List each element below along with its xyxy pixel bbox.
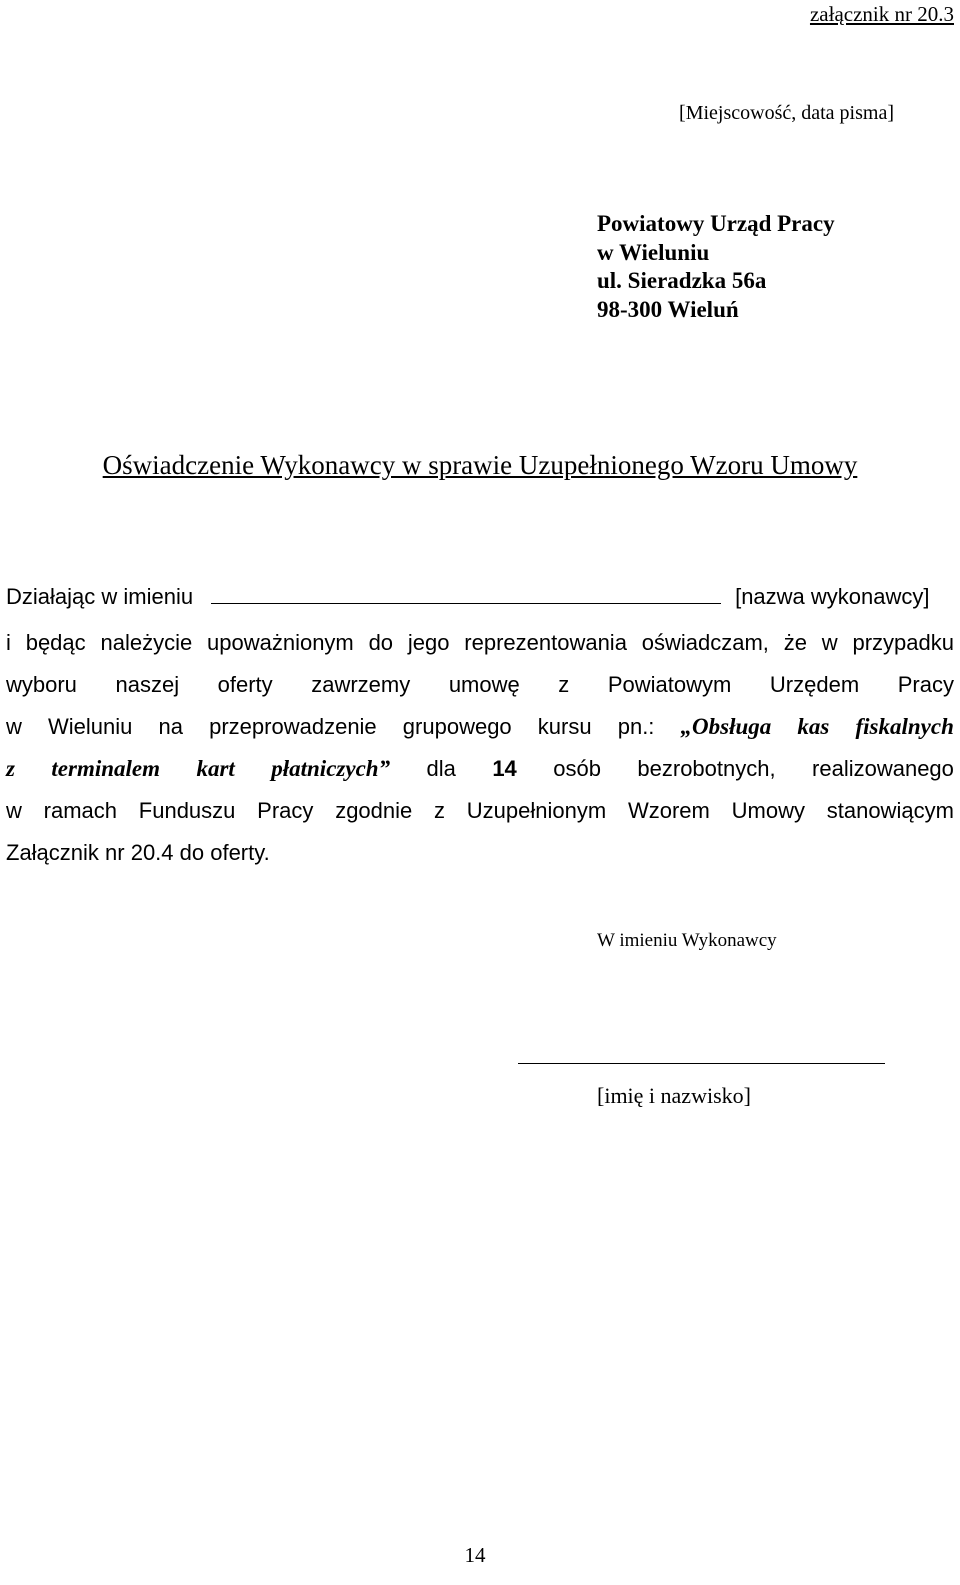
recipient-line: 98-300 Wieluń <box>597 296 739 322</box>
body-word: upoważnionym <box>207 630 354 655</box>
page-number: 14 <box>464 1543 486 1567</box>
body-word: Powiatowym <box>607 672 732 697</box>
body-word: będąc <box>25 630 86 655</box>
body-word: umowę <box>448 672 520 697</box>
body-word: przypadku <box>852 630 954 655</box>
body-word: w <box>6 798 22 823</box>
body-word: do <box>368 630 394 655</box>
body-word: wyboru <box>6 672 77 697</box>
body-word: Wzorem <box>627 798 710 823</box>
body-word: w <box>821 630 838 655</box>
body-word: ramach <box>43 798 118 823</box>
acting-prefix: Działając w imieniu <box>6 584 194 609</box>
recipient-line: ul. Sieradzka 56a <box>597 268 767 293</box>
body-word: grupowego <box>402 714 512 739</box>
contractor-placeholder: [nazwa wykonawcy] <box>735 584 930 609</box>
body-word: osób <box>553 756 601 781</box>
body-word: „Obsługa <box>680 714 772 739</box>
body-word: oświadczam, <box>641 630 769 655</box>
body-word: bezrobotnych, <box>637 756 776 781</box>
recipient-line: Powiatowy Urząd Pracy <box>597 211 835 236</box>
body-word: dla <box>426 756 456 781</box>
annex-reference: załącznik nr 20.3 <box>809 2 954 26</box>
body-word: oferty <box>217 672 273 697</box>
recipient-address <box>597 210 835 324</box>
body-word: w <box>6 714 22 739</box>
body-word: że <box>783 630 807 655</box>
body-line-1 <box>6 582 954 612</box>
body-word: realizowanego <box>812 756 954 781</box>
body-word: Urzędem <box>769 672 860 697</box>
persons-count: 14 <box>492 756 517 781</box>
contractor-name-blank <box>211 583 721 604</box>
body-line-4 <box>6 712 954 742</box>
body-word: przeprowadzenie <box>209 714 377 739</box>
body-word: Funduszu <box>138 798 236 823</box>
body-word: jego <box>407 630 450 655</box>
body-line-3 <box>6 670 954 700</box>
body-word: płatniczych” <box>271 756 391 781</box>
body-word: z <box>558 672 570 697</box>
body-word: Pracy <box>257 798 314 823</box>
body-word: zgodnie <box>335 798 413 823</box>
document-title: Oświadczenie Wykonawcy w sprawie Uzupełnionego Wzoru Umowy <box>102 450 858 480</box>
signature-label: W imieniu Wykonawcy <box>597 930 777 951</box>
body-word: Wieluniu <box>48 714 133 739</box>
place-date-placeholder: [Miejscowość, data pisma] <box>679 102 894 124</box>
body-word: kart <box>196 756 235 781</box>
body-line-6 <box>6 796 954 826</box>
body-word: Uzupełnionym <box>466 798 607 823</box>
body-word: stanowiącym <box>826 798 954 823</box>
body-word: terminalem <box>51 756 161 781</box>
body-word: Pracy <box>897 672 954 697</box>
body-word: na <box>158 714 183 739</box>
body-word: naszej <box>115 672 180 697</box>
body-word: fiskalnych <box>855 714 954 739</box>
signature-line <box>518 1063 885 1064</box>
signature-name-placeholder: [imię i nazwisko] <box>597 1083 751 1108</box>
body-line-2 <box>6 628 954 658</box>
body-word: z <box>434 798 446 823</box>
body-line-7: Załącznik nr 20.4 do oferty. <box>6 840 270 865</box>
body-word: z <box>6 756 15 781</box>
body-word: zawrzemy <box>311 672 411 697</box>
body-word: pn.: <box>617 714 655 739</box>
body-word: kursu <box>537 714 592 739</box>
body-word: należycie <box>100 630 193 655</box>
body-word: Umowy <box>731 798 805 823</box>
body-word: kas <box>797 714 830 739</box>
body-line-5 <box>6 754 954 784</box>
body-word: reprezentowania <box>464 630 627 655</box>
recipient-line: w Wieluniu <box>597 239 710 265</box>
body-word: i <box>6 630 11 655</box>
